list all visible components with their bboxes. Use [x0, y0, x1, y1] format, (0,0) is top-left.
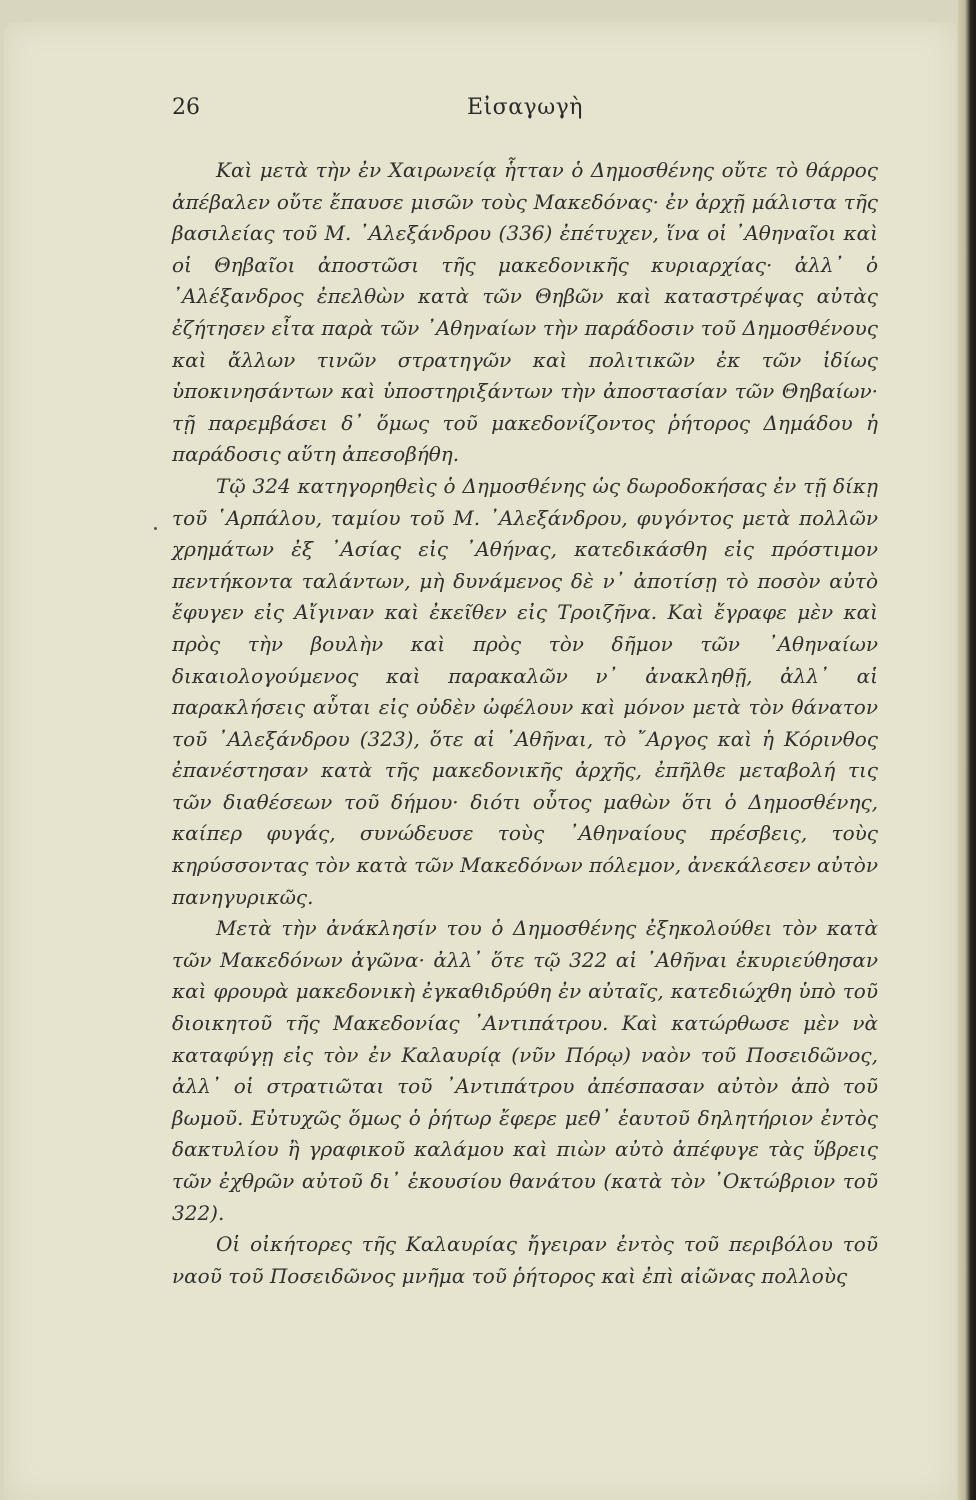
page-number: 26	[172, 95, 200, 120]
page-header	[172, 95, 878, 131]
paragraph-3: Μετὰ τὴν ἀνάκλησίν του ὁ Δημοσθένης ἐξηκολούθει τὸν κατὰ τῶν Μακεδόνων ἀγῶνα· ἀλλ᾿ ὅτε τῷ 322 αἱ ᾿Αθῆναι ἐκυριεύθησαν καὶ φρουρὰ μακεδονικὴ ἐγκαθιδρύθη ἐν αὐταῖς, κατεδιώχθη ὑπὸ τοῦ διοικητοῦ τῆς Μακεδονίας ᾿Αντιπάτρου. Καὶ κατώρθωσε μὲν νὰ καταφύγῃ εἰς τὸν ἐν Καλαυρίᾳ (νῦν Πόρῳ) ναὸν τοῦ Ποσειδῶνος, ἀλλ᾿ οἱ στρατιῶται τοῦ ᾿Αντιπάτρου ἀπέσπασαν αὐτὸν ἀπὸ τοῦ βωμοῦ. Εὐτυχῶς ὅμως ὁ ῥήτωρ ἔφερε μεθ᾿ ἑαυτοῦ δηλητήριον ἐντὸς δακτυλίου ἢ γραφικοῦ καλάμου καὶ πιὼν αὐτὸ ἀπέφυγε τὰς ὕβρεις τῶν ἐχθρῶν αὐτοῦ δι᾿ ἑκουσίου θανάτου (κατὰ τὸν ᾿Οκτώβριον τοῦ 322).	[172, 916, 878, 1225]
body-text	[172, 155, 878, 1292]
page-edge-shadow	[958, 0, 976, 1500]
paragraph-2: Τῷ 324 κατηγορηθεὶς ὁ Δημοσθένης ὡς δωροδοκήσας ἐν τῇ δίκῃ τοῦ ῾Αρπάλου, ταμίου τοῦ Μ. ᾿Αλεξάνδρου, φυγόντος μετὰ πολλῶν χρημάτων ἐξ ᾿Ασίας εἰς ᾿Αθήνας, κατεδικάσθη εἰς πρόστιμον πεντήκοντα ταλάντων, μὴ δυνάμενος δὲ ν᾿ ἀποτίσῃ τὸ ποσὸν αὐτὸ ἔφυγεν εἰς Αἴγιναν καὶ ἐκεῖθεν εἰς Τροιζῆνα. Καὶ ἔγραφε μὲν καὶ πρὸς τὴν βουλὴν καὶ πρὸς τὸν δῆμον τῶν ᾿Αθηναίων δικαιολογούμενος καὶ παρακαλῶν ν᾿ ἀνακληθῇ, ἀλλ᾿ αἱ παρακλήσεις αὗται εἰς οὐδὲν ὠφέλουν καὶ μόνον μετὰ τὸν θάνατον τοῦ ᾿Αλεξάνδρου (323), ὅτε αἱ ᾿Αθῆναι, τὸ ῎Αργος καὶ ἡ Κόρινθος ἐπανέστησαν κατὰ τῆς μακεδονικῆς ἀρχῆς, ἐπῆλθε μεταβολή τις τῶν διαθέσεων τοῦ δήμου· διότι οὗτος μαθὼν ὅτι ὁ Δημοσθένης, καίπερ φυγάς, συνώδευσε τοὺς ᾿Αθηναίους πρέσβεις, τοὺς κηρύσσοντας τὸν κατὰ τῶν Μακεδόνων πόλεμον, ἀνεκάλεσεν αὐτὸν πανηγυρικῶς.	[172, 473, 878, 909]
paragraph-4: Οἱ οἰκήτορες τῆς Καλαυρίας ἤγειραν ἐντὸς τοῦ περιβόλου τοῦ ναοῦ τοῦ Ποσειδῶνος μνῆμα τοῦ ῥήτορος καὶ ἐπὶ αἰῶνας πολλοὺς	[172, 1232, 878, 1288]
ink-speck	[154, 527, 157, 530]
paragraph-1: Καὶ μετὰ τὴν ἐν Χαιρωνείᾳ ἧτταν ὁ Δημοσθένης οὔτε τὸ θάρρος ἀπέβαλεν οὔτε ἔπαυσε μισῶν τοὺς Μακεδόνας· ἐν ἀρχῇ μάλιστα τῆς βασιλείας τοῦ Μ. ᾿Αλεξάνδρου (336) ἐπέτυχεν, ἵνα οἱ ᾿Αθηναῖοι καὶ οἱ Θηβαῖοι ἀποστῶσι τῆς μακεδονικῆς κυριαρχίας· ἀλλ᾿ ὁ ᾿Αλέξανδρος ἐπελθὼν κατὰ τῶν Θηβῶν καὶ καταστρέψας αὐτὰς ἐζήτησεν εἶτα παρὰ τῶν ᾿Αθηναίων τὴν παράδοσιν τοῦ Δημοσθένους καὶ ἄλλων τινῶν στρατηγῶν καὶ πολιτικῶν ἐκ τῶν ἰδίως ὑποκινησάντων καὶ ὑποστηριξάντων τὴν ἀποστασίαν τῶν Θηβαίων· τῇ παρεμβάσει δ᾿ ὅμως τοῦ μακεδονίζοντος ῥήτορος Δημάδου ἡ παράδοσις αὕτη ἀπεσοβήθη.	[172, 158, 878, 467]
running-title: Εἰσαγωγὴ	[467, 95, 583, 120]
